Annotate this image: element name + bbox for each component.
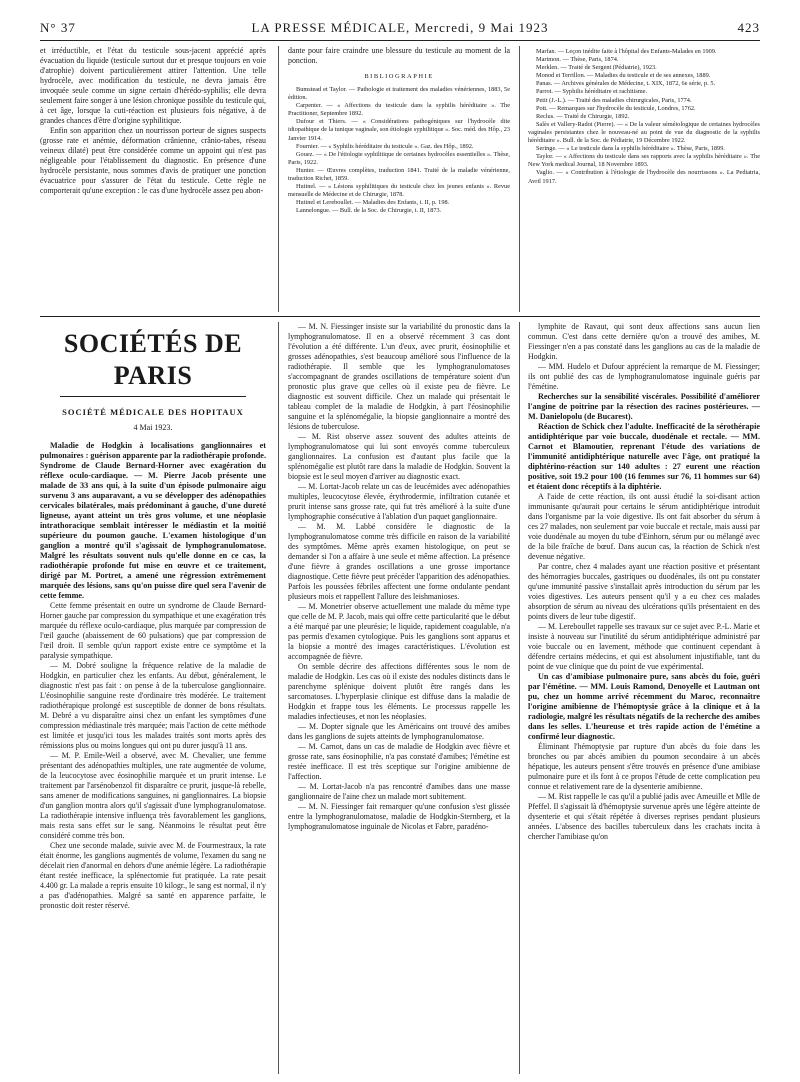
paragraph: — M. Dopter signale que les Américains ont trouvé des amibes dans les ganglions de sujets atteints de lymphogranulomatose. xyxy=(288,722,510,741)
issue-number: N° 37 xyxy=(40,20,76,35)
top-column-3 xyxy=(528,48,760,311)
page-header xyxy=(40,20,760,40)
paragraph: Gouez. — « De l'étiologie syphilitique de certaines hydrocèles essentielles ». Thèse, Paris, 1922. xyxy=(288,150,510,166)
paragraph: Panas. — Archives générales de Médecine, t. XIX, 1872, 6e série, p. 5. xyxy=(536,80,716,88)
paragraph: Hutinel et Lereboullet. — Maladies des Enfants, t. II, p. 198. xyxy=(296,199,450,207)
paragraph: Bumstead et Taylor. — Pathologie et traitement des maladies vénériennes, 1883, 5e édition. xyxy=(288,86,510,102)
top-column-1 xyxy=(40,46,266,311)
paragraph: Lannelongue. — Bull. de la Soc. de Chirurgie, t. II, 1873. xyxy=(296,207,442,215)
bibliography-heading: BIBLIOGRAPHIE xyxy=(364,73,434,80)
paragraph: — MM. Hudelo et Dufour apprécient la remarque de M. Fiessinger; ils ont publié des cas de lymphogranulomatose inguinale guéris par l'émétine. xyxy=(528,362,760,391)
paragraph: — M. M. Labbé considère le diagnostic de la lymphogranulomatose comme très difficile en raison de la variabilité des symptômes. Même après examen histologique, on peut se demander si l'on a affaire à une seule et même affection. La présence d'une fièvre à grandes oscillations a une grosse importance diagnostique. Cette fièvre peut précéder l'apparition des adénopathies. Parfois les poussées fébriles affectent une forme ondulante pendant plusieurs mois et rappellent l'allure des leishmanioses. xyxy=(288,522,510,601)
column-divider xyxy=(519,46,520,312)
paragraph: Monod et Terrillon. — Maladies du testicule et de ses annexes, 1889. xyxy=(536,72,711,80)
paragraph: Fournier. — « Syphilis héréditaire du testicule ». Gaz. des Hôp., 1892. xyxy=(296,142,474,150)
title-rule xyxy=(60,396,246,397)
societes-column-3 xyxy=(528,322,760,1074)
paragraph: Salès et Vallery-Radot (Pierre). — « De la valeur séméiologique de certaines hydrocèles vaginales persistantes chez le nouveau-né au point de vue du diagnostic de la syphilis héréditaire ». Bull. de la Soc. de Pédiatrie, 19 Décembre 1922. xyxy=(528,120,760,145)
paragraph: — M. Lereboullet rappelle ses travaux sur ce sujet avec P.-L. Marie et insiste à nouveau sur l'inutilité du sérum antidiphtérique administré par voie buccale ou en lavement, méthode que continuent cependant à défendre certains médecins, et qui est absolument injustifiable, tant du point de vue clinique que du point de vue expérimental. xyxy=(528,622,760,671)
paragraph: — M. N. Fiessinger insiste sur la variabilité du pronostic dans la lymphogranulomatose. Il en a observé récemment 3 cas dont l'évolution a été différente. L'un d'eux, avec prurit, éosinophilie et grosses adénopathies, s'est beaucoup amélioré sous l'influence de la radiothérapie. Il semble que les lymphogranulomatoses s'accompagnant de grandes oscillations de température soient d'un pronostic plus grave que celles où il existe peu de fièvre. Le diagnostic est souvent difficile. Chez un malade qui présentait le tableau complet de la maladie de Hodgkin, à part l'éosinophilie sanguine et la splénomégalie, la biopsie ganglionnaire a montré des lésions de tuberculose. xyxy=(288,322,510,431)
paragraph: Éliminant l'hémoptysie par rupture d'un abcès du foie dans les bronches ou par abcès amibien du poumon secondaire à un abcès hépatique, les auteurs pensent s'être trouvés en présence d'une amibiase pulmonaire pure et ils font à ce propos l'étude de cette complication peu connue et relativement rare de la dysenterie amibienne. xyxy=(528,742,760,791)
paragraph: Petit (J.-L.). — Traité des maladies chirurgicales, Paris, 1774. xyxy=(536,96,692,104)
paragraph: Hunter. — Œuvres complètes, traduction 1841. Traité de la maladie vénérienne, traduction Richet, 1859. xyxy=(288,166,510,183)
paragraph: Taylor. — « Affections du testicule dans ses rapports avec la syphilis héréditaire ». The New York medical Journal, 18 Novembre 1893. xyxy=(528,153,760,169)
paragraph: — M. Rist rappelle le cas qu'il a publié jadis avec Ameuille et Mlle de Pfeffel. Il s'agissait là d'hémoptysie survenue après une légère atteinte de dysenterie et qui s'était répétée à diverses reprises pendant plusieurs années. L'absence des bacilles tuberculeux dans les crachats incita à chercher l'amibiase qu'on xyxy=(528,792,760,841)
societes-column-2 xyxy=(288,322,510,1074)
column-divider xyxy=(519,322,520,1074)
paragraph: Seringe. — « Le testicule dans la syphilis héréditaire ». Thèse, Paris, 1899. xyxy=(536,145,725,153)
paragraph: Dufour et Thiers. — « Considérations pathogéniques sur l'hydrocèle dite idiopathique de la tunique vaginale, son étiologie syphilitique ». Soc. méd. des Hôp., 23 Janvier 1914. xyxy=(288,118,510,142)
paragraph: Parrot. — Syphilis héréditaire et rachitisme. xyxy=(536,88,648,96)
paragraph: — M. Dobré souligne la fréquence relative de la maladie de Hodgkin, en particulier chez les enfants. Au début, généralement, le diagnostic n'est pas fait : on pense à de la tuberculose ganglionnaire. L'éosinophilie sanguine reste d'ordinaire très modérée. Le traitement radiothérapique prolongé est susceptible de donner de bons résultats. M. Debré a vu disparaître ainsi chez un enfant les symptômes d'une compression médiastinale très marquée; mais l'action de cette méthode est limitée et jusqu'ici tous les malades traités sont morts après des rémissions plus ou moins longues qui ont pu durer jusqu'à 11 ans. xyxy=(40,661,266,750)
paragraph: — M. Rist observe assez souvent des adultes atteints de lymphogranulomatose qui lui sont envoyés comme tuberculeux ganglionnaires. La confusion est d'autant plus facile que la splénomégalie est plutôt rare dans la maladie de Hodgkin. Souvent la biopsie est le seul moyen d'arriver au diagnostic exact. xyxy=(288,432,510,481)
column-text xyxy=(40,441,266,911)
paragraph: — M. N. Fiessinger fait remarquer qu'une confusion s'est glissée entre la lymphogranulomatose, maladie de Hodgkin-Sternberg, et la lymphogranulomatose inguinale de Nicolas et Fabre, paradéno- xyxy=(288,802,510,831)
paragraph: Maladie de Hodgkin à localisations ganglionnaires et pulmonaires : guérison apparente par la radiothérapie profonde. Syndrome de Claude Bernard-Horner avec exagération du réflexe oculo-cardiaque. — M. Pierre Jacob présente une malade de 33 ans qui, à la suite d'un épisode pulmonaire aigu survenu 3 ans auparavant, a vu se développer des adénopathies cervicales bilatérales, mais prédominant à gauche, d'une dureté ligneuse, ayant atteint un très gros volume, et une néoplasie intrathoracique semblait intéresser le médiastin et la moitié supérieure du poumon gauche. L'examen histologique d'un ganglion a montré qu'il s'agissait de lymphogranulomatose. Malgré les résultats souvent nuls qu'elle donne en ce cas, la radiothérapie profonde fut mise en œuvre et ce traitement, dirigé par M. Portret, a amené une régression extrêmement marquée des lésions, sans qu'on puisse dire quel sera l'avenir de cette femme. xyxy=(40,441,266,600)
paragraph: A l'aide de cette réaction, ils ont aussi étudié la soi-disant action immunisante qu'aurait pour certains le sérum antidiphtérique introduit dans l'organisme par la voie digestive. Ils ont fait absorber du sérum à ces 27 malades, non seulement par voie buccale et rectale, mais aussi par voie duodénale au moyen du tube d'Einhorn, sérum pur ou mélangé avec de la bile fraîche de bœuf. Dans aucun cas, la réaction de Schick n'est devenue négative. xyxy=(528,492,760,561)
column-divider xyxy=(278,46,279,312)
column-divider xyxy=(278,322,279,1074)
paragraph: Réaction de Schick chez l'adulte. Inefficacité de la sérothérapie antidiphtérique par voie buccale, duodénale et rectale. — MM. Carnot et Blamoutier, reprenant l'étude des variations de l'immunité antidiphtérique naturelle avec l'âge, ont pratiqué la diphtérino-réaction sur 140 adultes : 27 eurent une réaction positive, soit 19.2 pour 100 (16 femmes sur 76, 11 hommes sur 64) et étaient donc réceptifs à la diphtérie. xyxy=(528,422,760,491)
paragraph: Hutinel. — « Lésions syphilitiques du testicule chez les jeunes enfants ». Revue mensuelle de Médecine et de Chirurgie, 1878. xyxy=(288,183,510,199)
paragraph: Un cas d'amibiase pulmonaire pure, sans abcès du foie, guéri par l'émétine. — MM. Louis Ramond, Denoyelle et Lautman ont pu, chez un homme arrivé récemment du Maroc, reconnaître l'origine amibienne de l'hémoptysie grâce à la clinique et à la radiologie, malgré les résultats négatifs de la recherche des amibes dans les selles. L'heureuse et très rapide action de l'émétine a confirmé leur diagnostic. xyxy=(528,672,760,741)
section-title: SOCIÉTÉS DE PARIS xyxy=(63,329,243,390)
paragraph: dante pour faire craindre une blessure du testicule au moment de la ponction. xyxy=(288,46,510,65)
paragraph: Par contre, chez 4 malades ayant une réaction positive et présentant des hémorragies buccales, gastriques ou duodénales, ils ont pu constater qu'une immunité passive s'installait après introduction du sérum par les voies digestives. Les auteurs pensent qu'il y a eu chez ces malades absorption de sérum au niveau des ulcérations qu'ils présentaient en des points divers de leur tube digestif. xyxy=(528,562,760,621)
bibliography-list xyxy=(288,86,510,216)
paragraph: Cette femme présentait en outre un syndrome de Claude Bernard-Horner gauche par compression du sympathique et une exagération très marquée du réflexe oculo-cardiaque, plus marquée par compression de l'œil gauche (abaissement de 60 pulsations) que par compression de l'œil droit. Il semble qu'un rapport existe entre ce symptôme et la paralysie sympathique. xyxy=(40,601,266,660)
paragraph: Pott. — Remarques sur l'hydrocèle du testicule, Londres, 1762. xyxy=(536,104,696,112)
top-column-2 xyxy=(288,46,510,311)
societes-column-1 xyxy=(40,322,266,1074)
paragraph: lymphite de Ravaut, qui sont deux affections sans aucun lien commun. C'est dans cette dernière qu'on a trouvé des amibes, M. Fiessinger n'en a pas constaté dans les ganglions au cas de la maladie de Hodgkin. xyxy=(528,322,760,361)
paragraph: — M. Carnot, dans un cas de maladie de Hodgkin avec fièvre et grosse rate, sans éosinophilie, n'a pas constaté d'amibes; l'émétine est restée inefficace. Il est très sceptique sur l'origine amibienne de l'affection. xyxy=(288,742,510,781)
paragraph: Marimon. — Thèse, Paris, 1874. xyxy=(536,56,619,64)
paragraph: Reclus. — Traité de Chirurgie, 1892. xyxy=(536,112,630,120)
paragraph: Carpenter. — « Affections du testicule dans la syphilis héréditaire ». The Practitioner, Septembre 1892. xyxy=(288,102,510,118)
paragraph: Chez une seconde malade, suivie avec M. de Fourmestraux, la rate était énorme, les ganglions augmentés de volume, l'examen du sang ne décelait rien d'anormal en dehors d'une anémie légère. La radiothérapie étant restée inefficace, la splénectomie fut pratiquée. La rate pesait 4.400 gr. La malade a repris ensuite 10 kilogr., le sang est normal, il n'y a pas d'adénopathies. Malgré sa santé en apparence parfaite, le pronostic doit rester réservé. xyxy=(40,841,266,910)
paragraph: Enfin son apparition chez un nourrisson porteur de signes suspects (grosse rate et anémie, déformation crânienne, crânio-tabes, réseau veineux dilaté) peut être considérée comme un appoint qui n'est pas négligeable pour l'établissement du diagnostic. En présence d'une hydrocèle persistante, nous sommes d'avis de pratiquer une ponction évacuatrice pour s'assurer de l'état du testicule. Cette règle ne comporterait qu'une exception : le cas d'une hydrocèle assez peu abon- xyxy=(40,126,266,195)
paragraph: — M. Monetrier observe actuellement une malade du même type que celle de M. P. Jacob, mais qui offre cette particularité que le début a été marqué par une pleurésie; le liquide, rapidement coagulable, n'a pas permis d'examen cytologique. Puis les ganglions sont apparus et la biopsie a montré des images caractéristiques. L'évolution est accompagnée de fièvre. xyxy=(288,602,510,661)
paragraph: Marfan. — Leçon inédite faite à l'hôpital des Enfants-Malades en 1909. xyxy=(536,48,717,55)
section-rule xyxy=(40,316,760,317)
paragraph: Merklen. — Traité de Sergent (Pédiatrie), 1923. xyxy=(536,64,657,72)
page-number: 423 xyxy=(737,20,760,35)
paragraph: Recherches sur la sensibilité viscérales. Possibilité d'améliorer l'angine de poitrine par la résection des racines postérieures. — M. Danielopolu (de Bucarest). xyxy=(528,392,760,421)
paragraph: — M. Lortat-Jacob relate un cas de leucémides avec adénopathies multiples, leucocytose élevée, érythrodermie, infiltration cutanée et prurit intense sans grosse rate, qui fut très amélioré à la suite d'une lymphographie consécutive à l'ablation d'un paquet ganglionnaire. xyxy=(288,482,510,521)
session-date: 4 Mai 1923. xyxy=(133,423,173,432)
paragraph: — M. P. Emile-Weil a observé, avec M. Chevalier, une femme présentant des adénopathies multiples, une rate augmentée de volume, de la leucocytose avec éosinophilie marquée et un prurit intense. Le traitement par l'arsénobenzol fit disparaître ce prurit, jusque-là rebelle, sans amener de modifications sanguines, ni ganglionnaires. La biopsie d'un ganglion montra alors qu'il s'agissait d'une lymphogranulomatose. La radiothérapie intensive influença très favorablement les ganglions, mais resta sans effet sur le sang. Néanmoins le résultat peut être considéré comme très bon. xyxy=(40,751,266,840)
paragraph: Vaglio. — « Contribution à l'étiologie de l'hydrocèle des nourrissons ». La Pediatria, Avril 1917. xyxy=(528,169,760,185)
paragraph: et irréductible, et l'état du testicule sous-jacent apprécié après évacuation du liquide (testicule surtout dur et presque toujours en voie d'atrophie) doivent particulièrement attirer l'attention. Une telle hydrocèle, avec modification du testicule, ne devra jamais être invoquée seule comme un signe certain d'hérédo-syphilis; elle devra seulement faire songer à une lésion chronique possible du testicule qui, à cet âge, lorsque la cuti-réaction est plusieurs fois négative, à de grandes chances d'être d'origine syphilitique. xyxy=(40,46,266,125)
masthead-title: LA PRESSE MÉDICALE, Mercredi, 9 Mai 1923 xyxy=(251,20,549,35)
paragraph: On semble décrire des affections différentes sous le nom de maladie de Hodgkin. Les cas où il existe des nodules distincts dans le parenchyme splénique doivent plutôt être rangés dans les sarcomatoses. L'hyperplasie clinique est diffuse dans la maladie de Hodgkin et frappe tous les éléments. Le processus rappelle les maladies infectieuses, et non les néoplasies. xyxy=(288,662,510,721)
paragraph: — M. Lortat-Jacob n'a pas rencontré d'amibes dans une masse ganglionnaire de l'aine chez un malade mort subitement. xyxy=(288,782,510,801)
header-rule xyxy=(40,40,760,41)
society-name: SOCIÉTÉ MÉDICALE DES HOPITAUX xyxy=(62,407,244,417)
